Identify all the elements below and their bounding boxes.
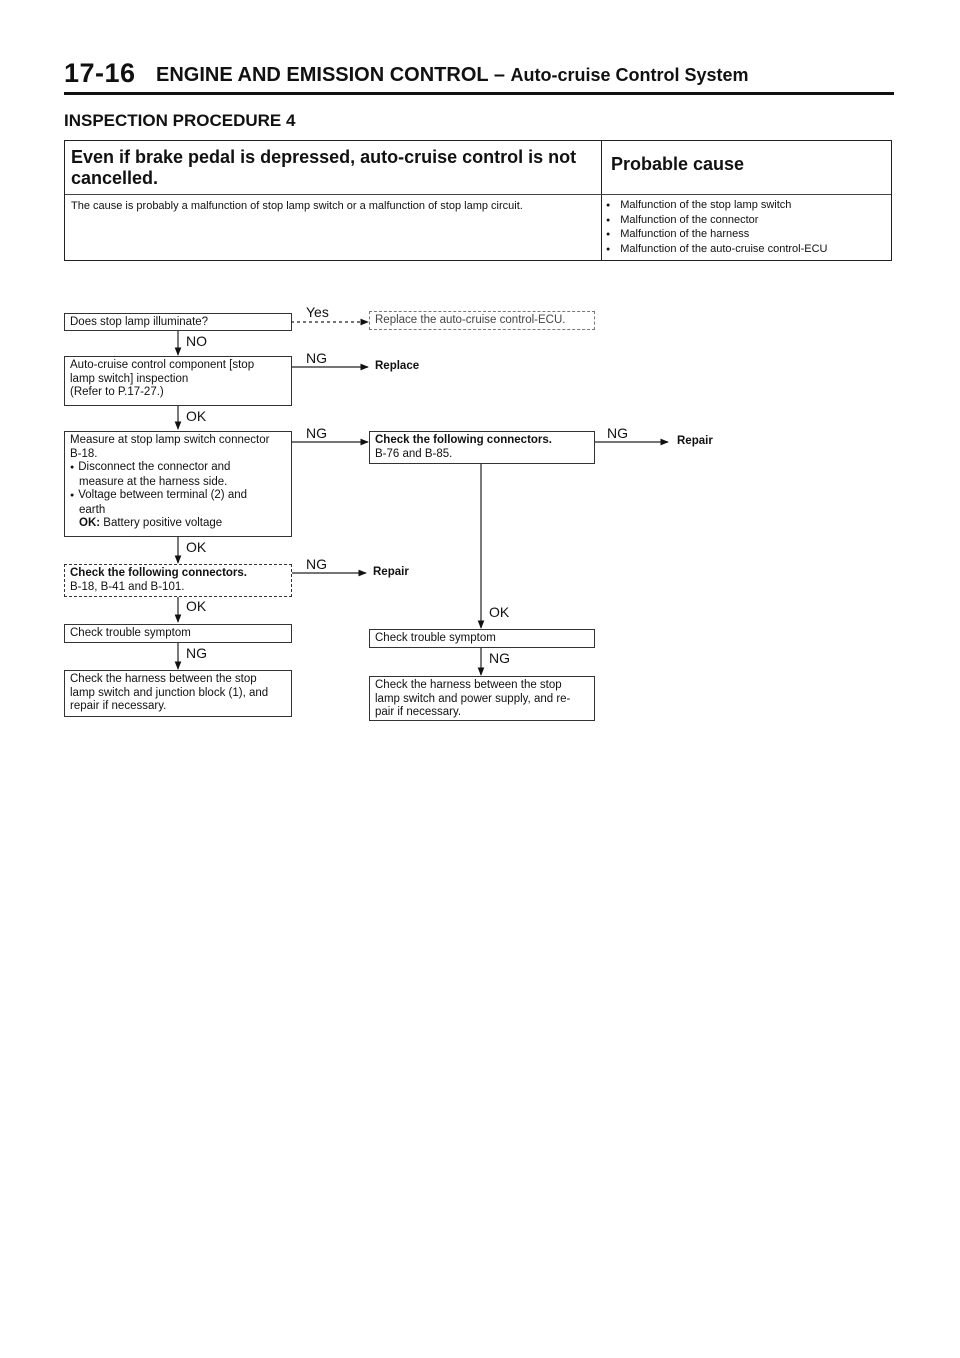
ok-label: OK (489, 604, 510, 620)
ng-label: NG (306, 425, 327, 441)
ng-label: NG (306, 350, 327, 366)
measure-bullet-cont: measure at the harness side. (79, 475, 228, 488)
measure-line: Measure at stop lamp switch connector (70, 434, 270, 446)
ok-label: OK (186, 408, 207, 424)
check-trouble-right-text: Check trouble symptom (375, 632, 496, 644)
harness-left-line: lamp switch and junction block (1), and (70, 686, 269, 699)
check-trouble-left-box (64, 624, 292, 643)
check-connectors-right-box (369, 431, 595, 464)
ng-label: NG (186, 645, 207, 661)
measure-ok-text: Battery positive voltage (103, 517, 223, 529)
check-trouble-right-box (369, 629, 595, 648)
symptom-description: The cause is probably a malfunction of stop lamp switch or a malfunction of stop lamp circuit. (71, 200, 523, 212)
probable-cause-heading: Probable cause (611, 154, 745, 174)
component-inspection-line: lamp switch] inspection (70, 372, 189, 385)
cause-item: ● Malfunction of the harness (606, 228, 828, 243)
component-inspection-line: Auto-cruise control component [stop (70, 359, 255, 371)
measure-box (64, 431, 292, 537)
repair-action: Repair (677, 435, 713, 447)
replace-ecu-box (369, 311, 595, 330)
harness-left-box (64, 670, 292, 717)
section-title: ENGINE AND EMISSION CONTROL (156, 64, 489, 86)
cause-item: ● Malfunction of the auto-cruise control-ECU (606, 243, 828, 258)
measure-bullet: ● Voltage between terminal (2) and (70, 489, 286, 504)
measure-bullet-cont: earth (79, 503, 106, 516)
harness-right-line: pair if necessary. (375, 706, 462, 718)
ng-label: NG (306, 556, 327, 572)
check-connectors-right-title: Check the following connectors. (375, 434, 552, 446)
yes-label: Yes (306, 304, 329, 320)
title-dash: – (493, 64, 505, 86)
ok-label: OK (186, 598, 207, 614)
harness-right-box (369, 676, 595, 721)
subsection-title: Auto-cruise Control System (510, 65, 749, 85)
check-connectors-right-detail: B-76 and B-85. (375, 447, 453, 460)
cause-item: ● Malfunction of the connector (606, 214, 828, 229)
no-label: NO (186, 333, 207, 349)
ng-label: NG (607, 425, 628, 441)
replace-ecu-text: Replace the auto-cruise control-ECU. (375, 314, 566, 326)
procedure-title: INSPECTION PROCEDURE 4 (64, 111, 296, 130)
check-trouble-left-text: Check trouble symptom (70, 627, 191, 639)
harness-left-line: repair if necessary. (70, 700, 167, 712)
check-connectors-left-detail: B-18, B-41 and B-101. (70, 580, 185, 593)
measure-ok-prefix: OK: (79, 517, 101, 529)
component-inspection-line: (Refer to P.17-27.) (70, 386, 164, 398)
cause-item: ● Malfunction of the stop lamp switch (606, 199, 828, 214)
component-inspection-box (64, 356, 292, 406)
question-stop-lamp-text: Does stop lamp illuminate? (70, 316, 209, 328)
page-number: 17-16 (64, 58, 136, 88)
measure-ok-line (70, 517, 286, 531)
check-connectors-left-box (64, 564, 292, 597)
ng-label: NG (489, 650, 510, 666)
symptom-title: Even if brake pedal is depressed, auto-cruise control is not cancelled. (71, 147, 577, 188)
ok-label: OK (186, 539, 207, 555)
harness-left-line: Check the harness between the stop (70, 673, 257, 685)
harness-right-line: Check the harness between the stop (375, 679, 562, 691)
harness-right-line: lamp switch and power supply, and re- (375, 692, 571, 705)
measure-line: B-18. (70, 447, 98, 460)
question-stop-lamp-box (64, 313, 292, 331)
repair-action: Repair (373, 566, 409, 578)
check-connectors-left-title: Check the following connectors. (70, 567, 247, 579)
replace-action: Replace (375, 360, 420, 372)
measure-bullet: ● Disconnect the connector and (70, 461, 286, 476)
